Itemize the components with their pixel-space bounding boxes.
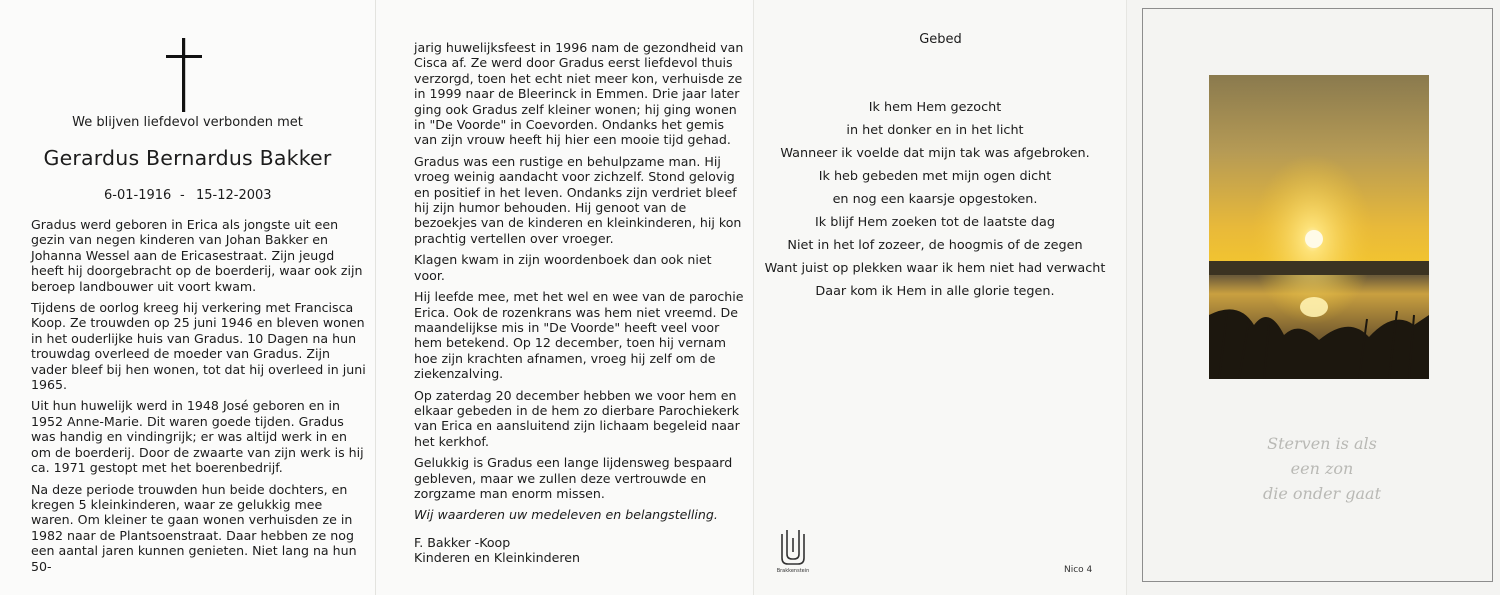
prayer-text bbox=[754, 96, 1116, 303]
paragraph: Gelukkig is Gradus een lange lijdensweg bespaard gebleven, maar we zullen deze vertrouwde en zorgzame man enorm missen. bbox=[414, 455, 733, 501]
publisher-logo bbox=[776, 528, 810, 574]
poem-line: Sterven is als bbox=[1267, 434, 1377, 453]
prayer-line: Ik blijf Hem zoeken tot de laatste dag bbox=[814, 215, 1056, 230]
poem-line: een zon bbox=[1290, 459, 1354, 478]
prayer-line: Ik hem Hem gezocht bbox=[868, 100, 1002, 115]
prayer-line: Ik heb gebeden met mijn ogen dicht bbox=[818, 169, 1052, 184]
sunset-photo bbox=[1209, 75, 1429, 379]
paragraph: Na deze periode trouwden hun beide dochters, en kregen 5 kleinkinderen, waar ze gelukkig mee waren. Om kleiner te gaan wonen verhuisden ze in 1982 naar de Plantsoenstraat. Daar hebben ze nog een aantal jaren kunnen genieten. Niet lang na hun 50- bbox=[31, 481, 357, 574]
poem-line: die onder gaat bbox=[1262, 484, 1382, 503]
prayer-line: in het donker en in het licht bbox=[846, 123, 1024, 138]
paragraph: Gradus was een rustige en behulpzame man. Hij vroeg weinig aandacht voor zichzelf. Stond gelovig en positief in het leven. Ondanks zijn verdriet bleef hij zijn humor behouden. Hij genoot van de bezoekjes van de kinderen en kleinkinderen, hij kon prachtig vertellen over vroeger. bbox=[414, 153, 742, 246]
prayer-line: Daar kom ik Hem in alle glorie tegen. bbox=[815, 284, 1055, 299]
birth-date: 6-01-1916 bbox=[104, 188, 172, 203]
prayer-heading: Gebed bbox=[919, 32, 962, 47]
prayer-line: en nog een kaarsje opgestoken. bbox=[832, 192, 1038, 207]
prayer-line: Niet in het lof zozeer, de hoogmis of de zegen bbox=[787, 238, 1083, 253]
card-panel-3 bbox=[753, 0, 1127, 595]
publisher-name: Brakkenstein bbox=[776, 568, 810, 574]
prayer-line: Want juist op plekken waar ik hem niet had verwacht bbox=[764, 261, 1106, 276]
signature-line: Kinderen en Kleinkinderen bbox=[414, 550, 580, 566]
death-date: 15-12-2003 bbox=[196, 188, 272, 203]
paragraph: Op zaterdag 20 december hebben we voor hem en elkaar gebeden in de hem zo dierbare Parochiekerk van Erica en aansluitend zijn lichaam begeleid naar het kerkhof. bbox=[414, 387, 740, 449]
signature-line: F. Bakker -Koop bbox=[414, 534, 511, 550]
deceased-name: Gerardus Bernardus Bakker bbox=[43, 146, 332, 170]
paragraph: Uit hun huwelijk werd in 1948 José geboren en in 1952 Anne-Marie. Dit waren goede tijden. Gradus was handig en vindingrijk; er was altijd werk in en om de boerderij. Door de zwaarte van zijn werk is hij ca. 1971 gestopt met het boerenbedrijf. bbox=[31, 398, 364, 476]
paragraph: Klagen kwam in zijn woordenboek dan ook niet voor. bbox=[414, 252, 712, 283]
paragraph: jarig huwelijksfeest in 1996 nam de gezondheid van Cisca af. Ze werd door Gradus eerst liefdevol thuis verzorgd, toen het echt niet meer kon, verhuisde ze in 1999 naar de Bleerinck in Emmen. Drie jaar later ging ook Gradus zelf kleiner wonen; hij ging wonen in "De Voorde" in Coevorden. Ondanks het gemis van zijn vrouw heeft hij hier een mooie tijd gehad. bbox=[414, 40, 744, 148]
card-panel-1 bbox=[0, 0, 375, 595]
card-panel-2 bbox=[375, 0, 754, 595]
date-separator: - bbox=[180, 188, 185, 203]
biography-part-1 bbox=[31, 217, 367, 580]
opening-line: We blijven liefdevol verbonden met bbox=[72, 115, 303, 130]
biography-part-2 bbox=[414, 40, 744, 566]
poem bbox=[1222, 431, 1422, 506]
paragraph: Gradus werd geboren in Erica als jongste uit een gezin van negen kinderen van Johan Bakker en Johanna Wessel aan de Ericasestraat. Zijn jeugd heeft hij doorgebracht op de boerderij, waar ook zijn beroep landbouwer uit voort kwam. bbox=[31, 217, 363, 294]
cross-icon bbox=[166, 38, 202, 112]
card-panel-4 bbox=[1126, 0, 1500, 595]
thanks-line: Wij waarderen uw medeleven en belangstelling. bbox=[414, 507, 718, 523]
card-code: Nico 4 bbox=[1064, 565, 1093, 575]
prayer-line: Wanneer ik voelde dat mijn tak was afgebroken. bbox=[780, 146, 1090, 161]
paragraph: Tijdens de oorlog kreeg hij verkering met Francisca Koop. Ze trouwden op 25 juni 1946 en bleven wonen in het ouderlijke huis van Gradus. 10 Dagen na hun trouwdag overleed de moeder van Gradus. Zijn vader bleef bij hen wonen, tot dat hij overleed in juni 1965. bbox=[31, 300, 366, 393]
paragraph: Hij leefde mee, met het wel en wee van de parochie Erica. Ook de rozenkrans was hem niet vreemd. De maandelijkse mis in "De Voorde" heeft veel voor hem betekend. Op 12 december, toen hij vernam hoe zijn krachten afnamen, vroeg hij zelf om de ziekenzalving. bbox=[414, 289, 744, 382]
